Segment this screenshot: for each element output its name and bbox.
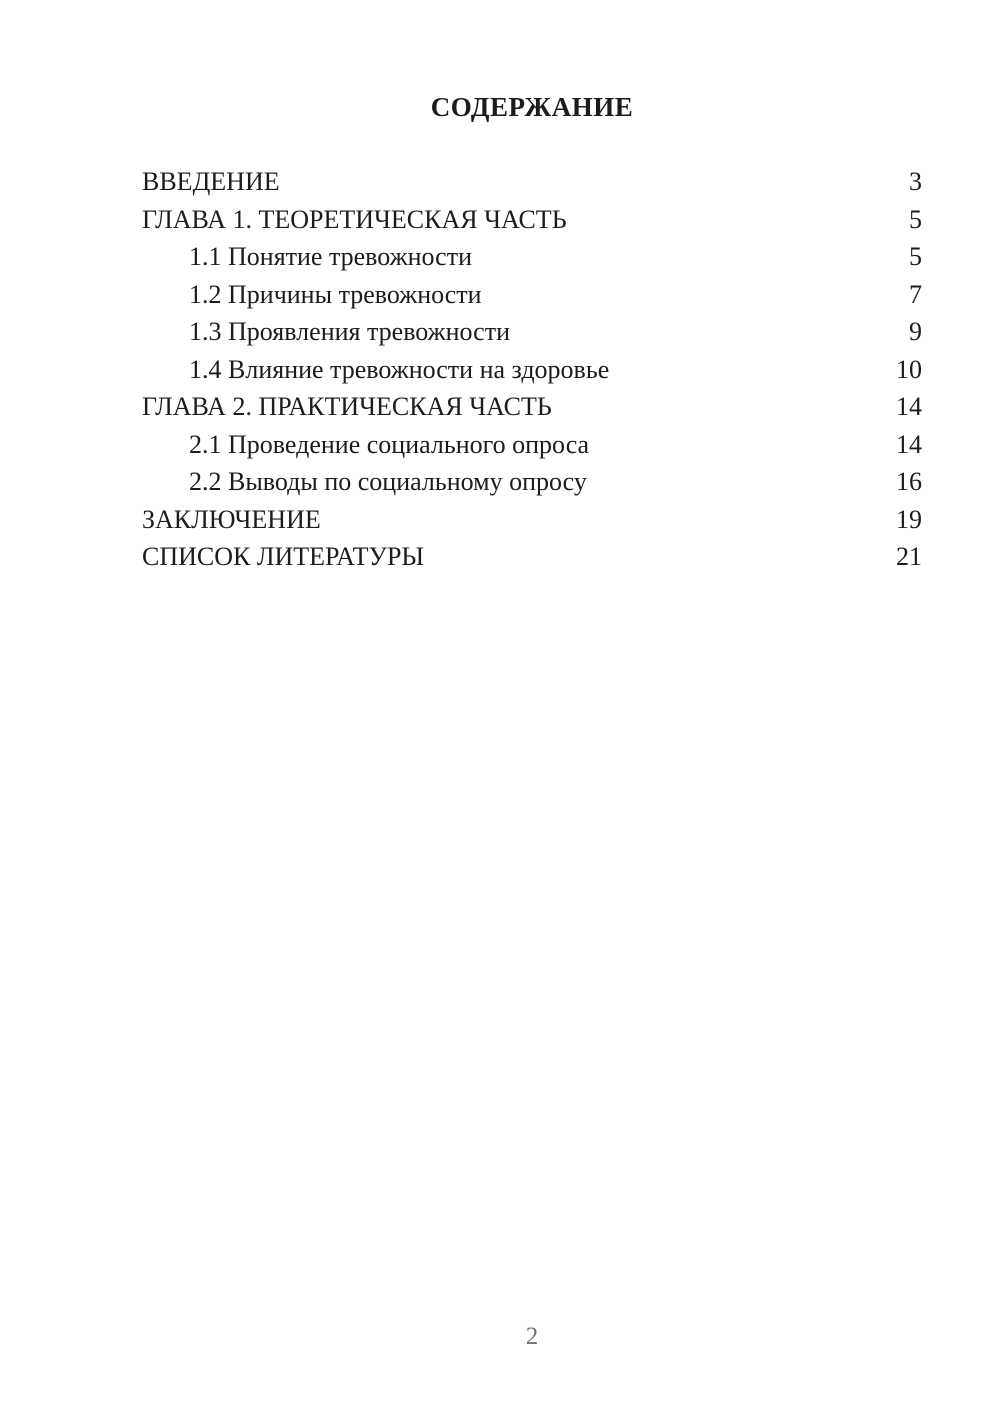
toc-entry-label: 1.2 Причины тревожности — [189, 279, 482, 309]
toc-entry-page-number: 21 — [896, 542, 922, 572]
toc-entry-page-number: 10 — [896, 354, 922, 384]
toc-entry-label: ЗАКЛЮЧЕНИЕ — [142, 504, 321, 534]
toc-entry-page-number: 14 — [896, 392, 922, 422]
toc-entry-page-number: 5 — [909, 204, 922, 234]
toc-entry — [142, 313, 922, 351]
toc-entry-label: 1.3 Проявления тревожности — [189, 317, 510, 347]
toc-entry-page-number: 7 — [909, 279, 922, 309]
toc-entry-page-number: 16 — [896, 467, 922, 497]
toc-entry-label: 1.1 Понятие тревожности — [189, 242, 472, 272]
toc-entry-label: ГЛАВА 1. ТЕОРЕТИЧЕСКАЯ ЧАСТЬ — [142, 204, 567, 234]
toc-entry — [142, 201, 922, 239]
toc-entry-page-number: 9 — [909, 317, 922, 347]
toc-entry — [142, 426, 922, 464]
toc-entry — [142, 351, 922, 389]
toc-entry — [142, 163, 922, 201]
toc-entry — [142, 501, 922, 539]
toc-entry — [142, 276, 922, 314]
toc-entry-label: 2.2 Выводы по социальному опросу — [189, 467, 587, 497]
toc-entry-label: 2.1 Проведение социального опроса — [189, 429, 590, 459]
toc-entry-label: СПИСОК ЛИТЕРАТУРЫ — [142, 542, 425, 572]
page-title: СОДЕРЖАНИЕ — [430, 92, 634, 122]
toc-entry-page-number: 19 — [896, 504, 922, 534]
toc-entry-page-number: 3 — [909, 167, 922, 196]
toc-entry-label: ГЛАВА 2. ПРАКТИЧЕСКАЯ ЧАСТЬ — [142, 392, 552, 422]
toc-entry — [142, 238, 922, 276]
page-number-footer: 2 — [525, 1323, 539, 1350]
toc-entry — [142, 538, 922, 576]
toc-entry-label: ВВЕДЕНИЕ — [142, 167, 280, 196]
toc-entry-label: 1.4 Влияние тревожности на здоровье — [189, 354, 610, 384]
toc-entry — [142, 388, 922, 426]
toc-entry-page-number: 5 — [909, 242, 922, 272]
toc-entry — [142, 463, 922, 501]
toc-entry-page-number: 14 — [896, 429, 922, 459]
table-of-contents — [142, 163, 922, 576]
